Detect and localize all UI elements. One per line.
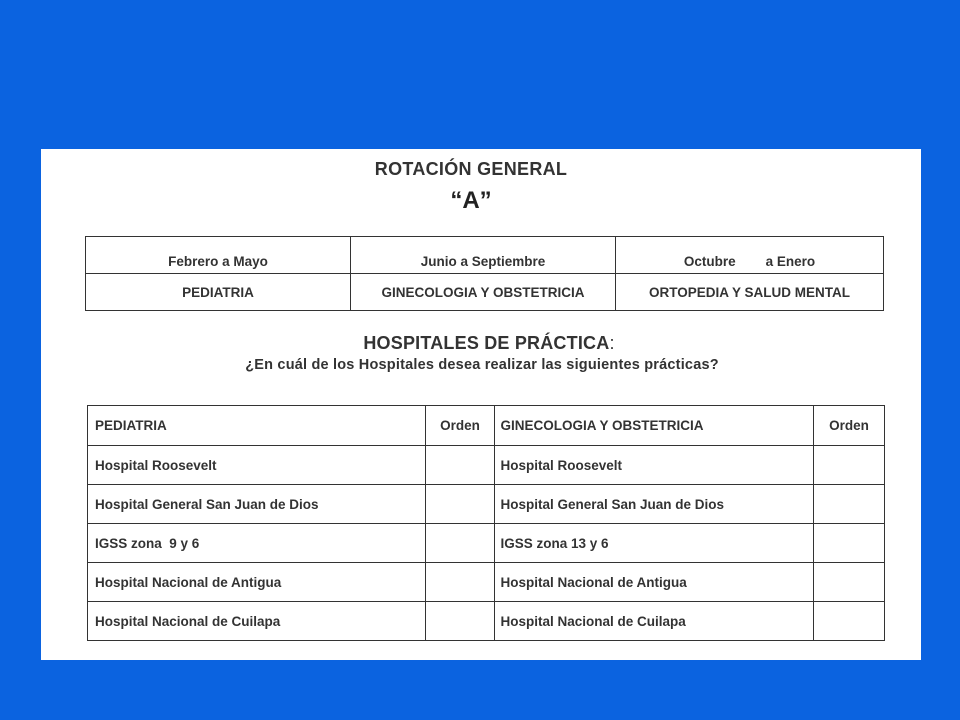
pediatria-header: PEDIATRIA (88, 406, 426, 446)
table-row (88, 485, 885, 524)
left-hospital-cell: Hospital Nacional de Cuilapa (88, 602, 426, 641)
left-orden-cell[interactable] (426, 524, 495, 563)
specialty-cell: PEDIATRIA (86, 274, 351, 311)
group-label: “A” (450, 187, 492, 214)
right-orden-cell[interactable] (814, 563, 885, 602)
right-orden-header: Orden (814, 406, 885, 446)
left-orden-cell[interactable] (426, 602, 495, 641)
left-hospital-cell: Hospital Roosevelt (88, 446, 426, 485)
period-cell: Junio a Septiembre (351, 237, 616, 274)
right-orden-cell[interactable] (814, 485, 885, 524)
period-cell: Octubre a Enero (616, 237, 884, 274)
right-hospital-cell: Hospital Roosevelt (498, 446, 814, 485)
left-orden-cell[interactable] (426, 563, 495, 602)
left-orden-header: Orden (426, 406, 495, 446)
hospitals-heading-text: HOSPITALES DE PRÁCTICA (363, 333, 610, 353)
table-row (88, 602, 885, 641)
right-orden-cell[interactable] (814, 446, 885, 485)
left-hospital-cell: Hospital Nacional de Antigua (88, 563, 426, 602)
right-orden-cell[interactable] (814, 524, 885, 563)
right-orden-cell[interactable] (814, 602, 885, 641)
hospital-table (87, 405, 885, 641)
left-orden-cell[interactable] (426, 485, 495, 524)
hospitals-heading (41, 333, 921, 354)
period-cell: Febrero a Mayo (86, 237, 351, 274)
left-hospital-cell: Hospital General San Juan de Dios (88, 485, 426, 524)
left-hospital-cell: IGSS zona 9 y 6 (88, 524, 426, 563)
hospital-table-header (88, 406, 885, 446)
specialty-cell: ORTOPEDIA Y SALUD MENTAL (616, 274, 884, 311)
document-title: ROTACIÓN GENERAL (374, 159, 568, 179)
rotation-periods-row (86, 237, 884, 274)
table-row (88, 524, 885, 563)
specialty-cell: GINECOLOGIA Y OBSTETRICIA (351, 274, 616, 311)
document-sheet (41, 149, 921, 660)
right-hospital-cell: Hospital General San Juan de Dios (498, 485, 814, 524)
rotation-specialties-row (86, 274, 884, 311)
rotation-table (85, 236, 884, 311)
hospitals-question: ¿En cuál de los Hospitales desea realizar las siguientes prácticas? (245, 357, 719, 373)
right-hospital-cell: IGSS zona 13 y 6 (498, 524, 814, 563)
right-hospital-cell: Hospital Nacional de Antigua (498, 563, 814, 602)
left-orden-cell[interactable] (426, 446, 495, 485)
hospitals-heading-colon: : (609, 333, 615, 353)
table-row (88, 446, 885, 485)
ginecologia-header: GINECOLOGIA Y OBSTETRICIA (498, 406, 814, 446)
table-row (88, 563, 885, 602)
right-hospital-cell: Hospital Nacional de Cuilapa (498, 602, 814, 641)
